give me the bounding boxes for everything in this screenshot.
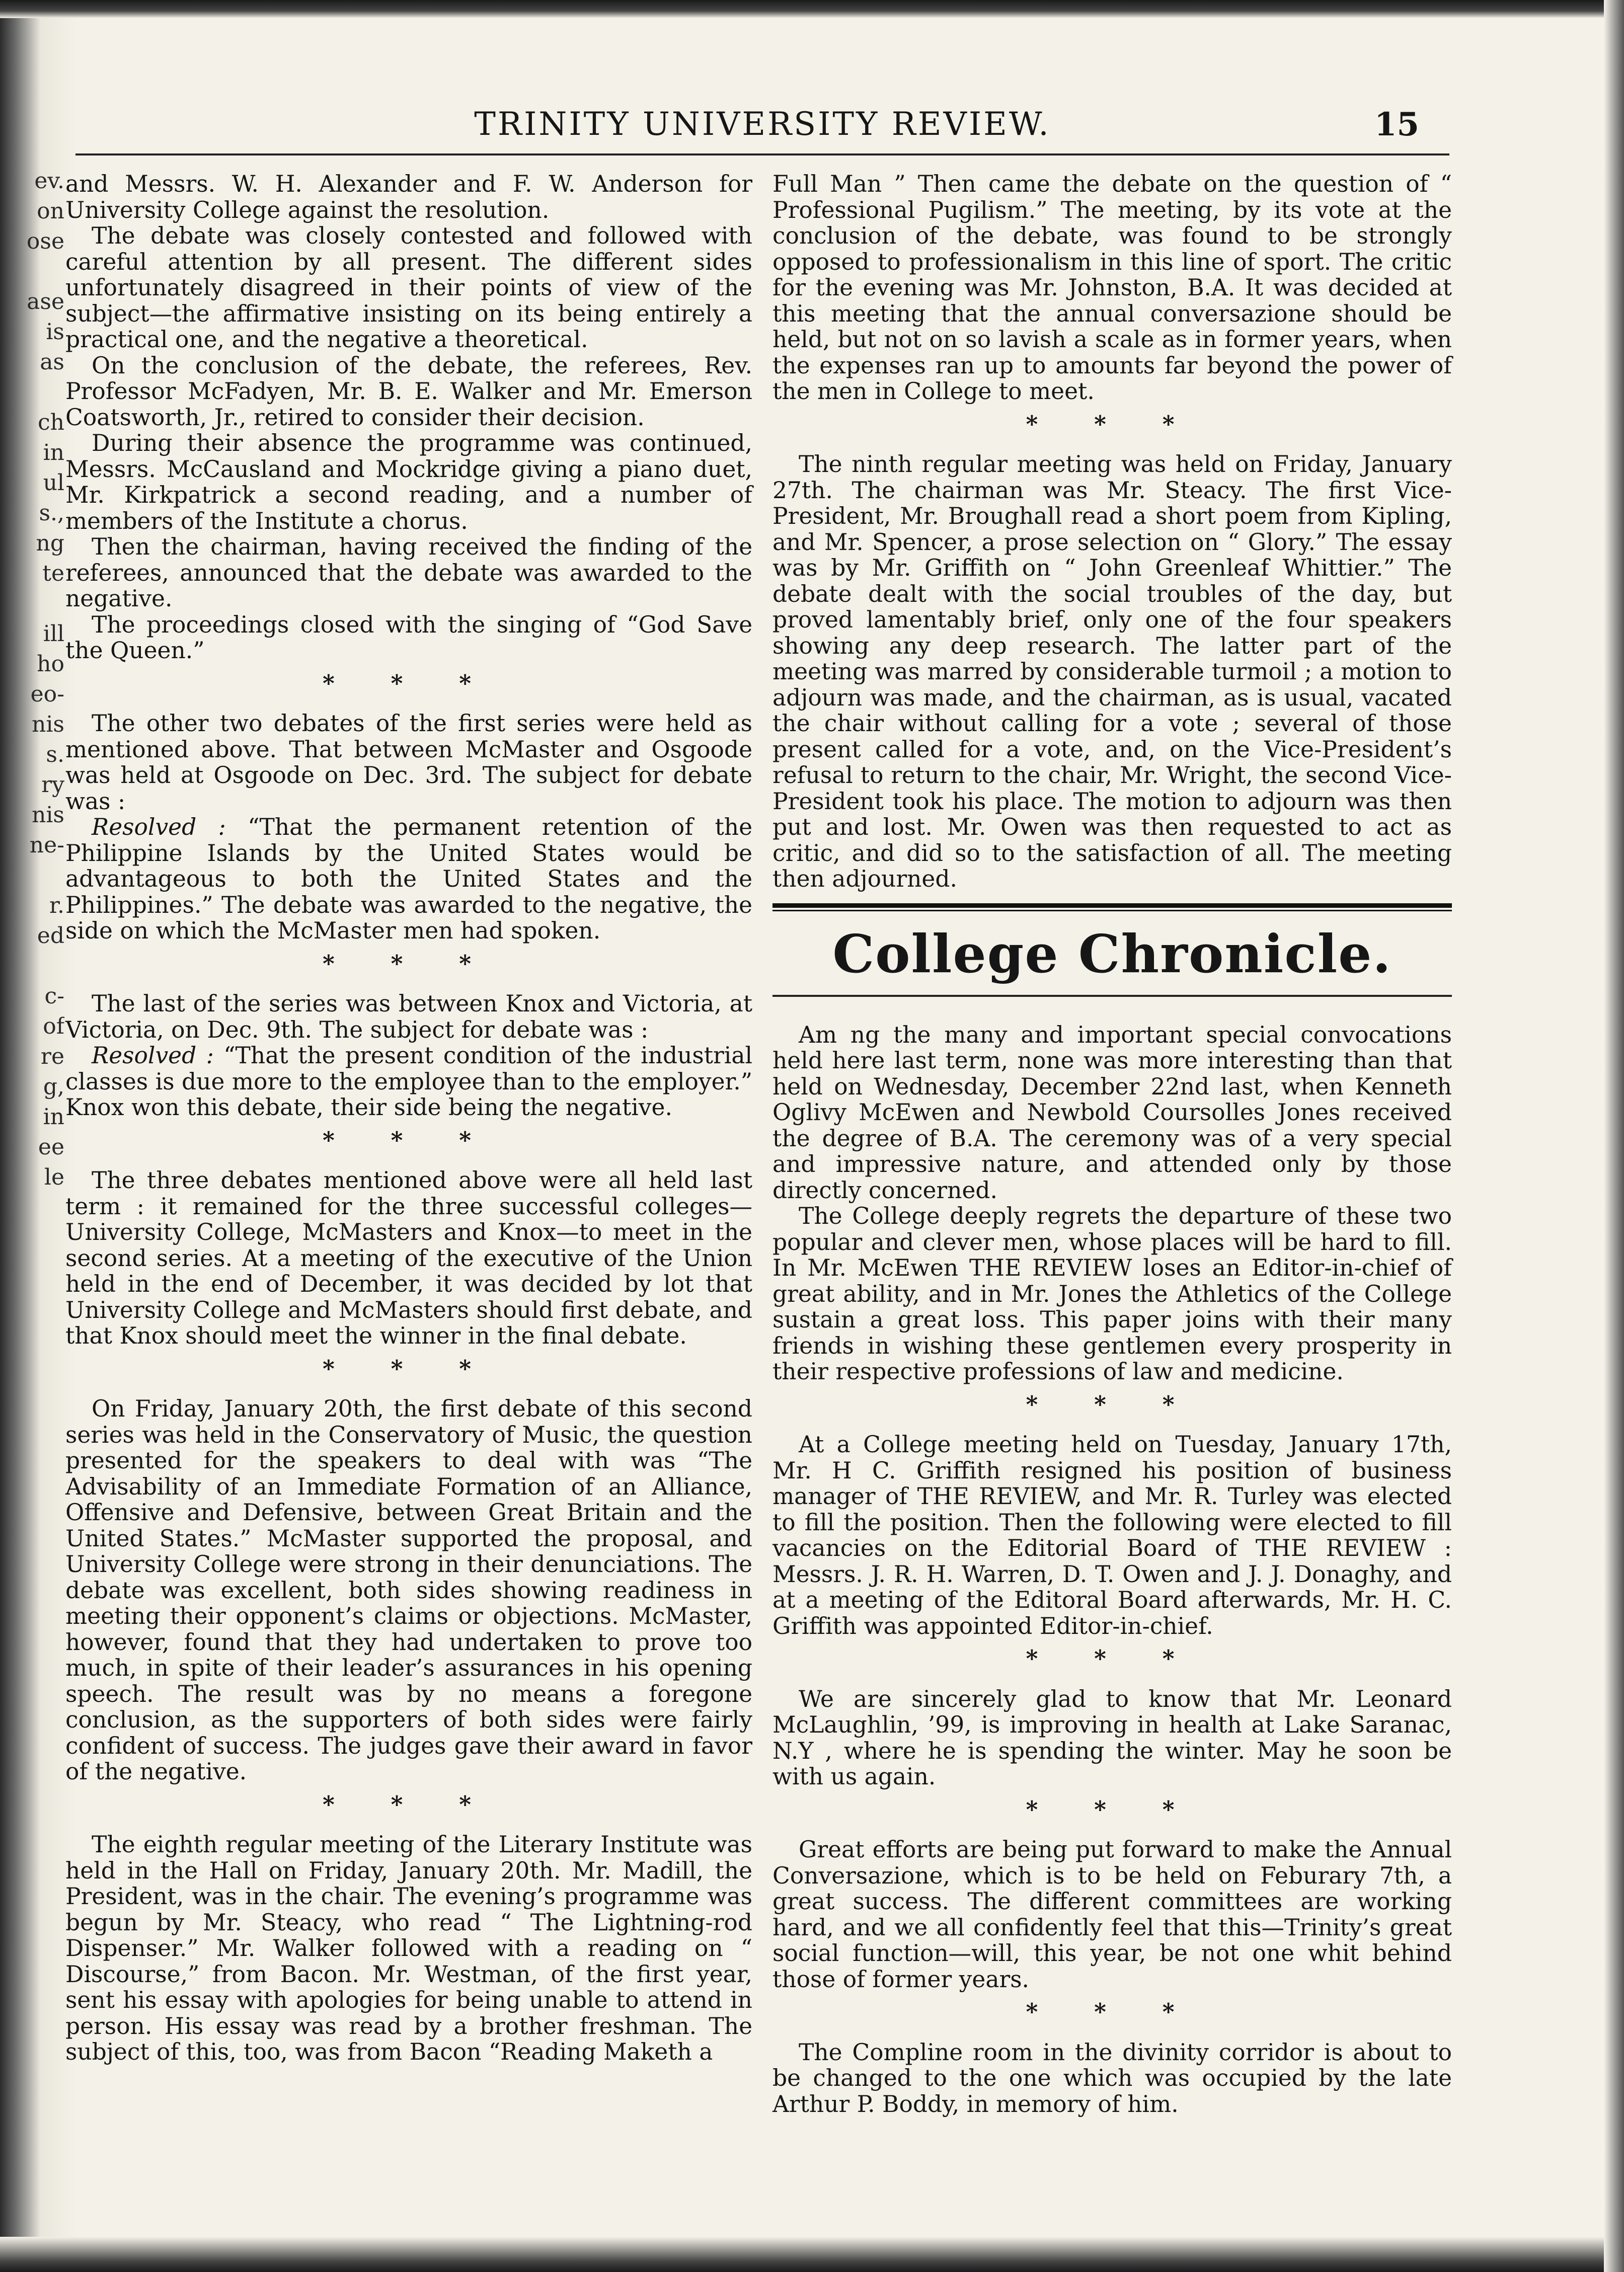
margin-fragment: r. [49, 893, 64, 918]
literary-institute-continued [772, 171, 1452, 892]
page-right-edge [1604, 0, 1624, 2272]
header-rule [75, 153, 1449, 155]
article-paragraph: Great efforts are being put forward to make the Annual Conversazione, which is to be held on Feburary 7th, a great success. The different committees are working hard, and we all confidently feel that this—Trinity’s great social function—will, this year, be not one whit behind those of former years. [772, 1836, 1452, 1993]
margin-fragment: ee [38, 1134, 64, 1160]
section-separator-asterisks: * * * [322, 1790, 496, 1818]
margin-fragment [4, 951, 64, 981]
section-separator-asterisks: * * * [1026, 410, 1199, 438]
section-separator-asterisks: * * * [1026, 1795, 1199, 1823]
margin-fragment: s. [46, 742, 64, 767]
margin-fragment: ill [43, 621, 64, 647]
margin-fragment [4, 377, 64, 408]
margin-fragment: ne- [29, 832, 64, 858]
article-paragraph [65, 1043, 752, 1121]
margin-fragment: ev. [34, 168, 64, 194]
margin-fragment: ng [36, 530, 64, 556]
article-paragraph: On the conclusion of the debate, the referees, Rev. Professor McFadyen, Mr. B. E. Walker and Mr. Emerson Coatsworth, Jr., retired to consider their decision. [65, 352, 752, 431]
section-separator-asterisks: * * * [1026, 1998, 1199, 2025]
article-paragraph: At a College meeting held on Tuesday, January 17th, Mr. H C. Griffith resigned his position of business manager of THE REVIEW, and Mr. R. Turley was elected to fill the position. Then the following were elected to fill vacancies on the Editorial Board of THE REVIEW : Messrs. J. R. H. Warren, D. T. Owen and J. J. Donaghy, and at a meeting of the Editoral Board afterwards, Mr. H. C. Griffith was appointed Editor-in-chief. [772, 1431, 1452, 1639]
margin-fragment: re [40, 1044, 64, 1069]
margin-fragment: ul [43, 470, 64, 496]
margin-fragment: eo- [30, 681, 64, 707]
margin-fragment: ase [27, 289, 64, 315]
margin-fragment: te [42, 561, 64, 586]
article-paragraph: The ninth regular meeting was held on Friday, January 27th. The chairman was Mr. Steacy. The first Vice-President, Mr. Broughall read a short poem from Kipling, and Mr. Spencer, a prose selection on “ Glory.” The essay was by Mr. Griffith on “ John Greenleaf Whittier.” The debate dealt with the social troubles of the day, but proved lamentably brief, only one of the four speakers showing any deep research. The latter part of the meeting was marred by considerable turmoil ; a motion to adjourn was made, and the chairman, as is usual, vacated the chair without calling for a vote ; several of those present called for a vote, and, on the Vice-President’s refusal to return to the chair, Mr. Wright, the second Vice-President took his place. The motion to adjourn was then put and lost. Mr. Owen was then requested to act as critic, and did so to the satisfaction of all. The meeting then adjourned. [772, 451, 1452, 892]
article-paragraph: During their absence the programme was continued, Messrs. McCausland and Mockridge giving a piano duet, Mr. Kirkpatrick a second reading, and a number of members of the Institute a chorus. [65, 430, 752, 534]
section-separator-asterisks: * * * [322, 1355, 496, 1382]
margin-fragment: c- [44, 983, 64, 1009]
section-separator-asterisks: * * * [1026, 1390, 1199, 1418]
article-paragraph: We are sincerely glad to know that Mr. Leonard McLaughlin, ’99, is improving in health at Lake Saranac, N.Y , where he is spending the winter. May he soon be with us again. [772, 1685, 1452, 1790]
margin-fragment: s., [39, 500, 64, 526]
margin-fragment [4, 257, 64, 287]
page-top-edge [0, 0, 1624, 18]
margin-fragment: nis [32, 802, 64, 828]
margin-fragment [4, 860, 64, 891]
margin-fragment: in [43, 1104, 64, 1130]
article-paragraph: The other two debates of the first series were held as mentioned above. That between McMaster and Osgoode was held at Osgoode on Dec. 3rd. The subject for debate was : [65, 710, 752, 815]
resolved-label: Resolved : [92, 1042, 214, 1069]
publication-title: TRINITY UNIVERSITY REVIEW. [474, 106, 1051, 143]
right-column [772, 171, 1452, 2117]
section-divider [772, 903, 1452, 911]
article-paragraph: Full Man ” Then came the debate on the question of “ Professional Pugilism.” The meeting, by its vote at the conclusion of the debate, was found to be strongly opposed to professionalism in this line of sport. The critic for the evening was Mr. Johnston, B.A. It was decided at this meeting that the annual conversazione should be held, but not on so lavish a scale as in former years, when the expenses ran up to amounts far beyond the power of the men in College to meet. [772, 171, 1452, 405]
margin-fragment: as [40, 349, 64, 375]
resolved-label: Resolved : [92, 814, 226, 840]
section-separator-asterisks: * * * [322, 1126, 496, 1154]
article-paragraph: The eighth regular meeting of the Literary Institute was held in the Hall on Friday, January 20th. Mr. Madill, the President, was in the chair. The evening’s programme was begun by Mr. Steacy, who read “ The Lightning-rod Dispenser.” Mr. Walker followed with a reading on “ Discourse,” from Bacon. Mr. Westman, of the first year, sent his essay with apologies for being unable to attend in person. His essay was read by a brother freshman. The subject of this, too, was from Bacon “Reading Maketh a [65, 1831, 752, 2065]
article-paragraph: Am ng the many and important special convocations held here last term, none was more interesting than that held on Wednesday, December 22nd last, when Kenneth Oglivy McEwen and Newbold Coursolles Jones received the degree of B.A. The ceremony was of a very special and impressive nature, and attended only by those directly concerned. [772, 1021, 1452, 1204]
resolution-text: “That the present condition of the industrial classes is due more to the employee than to the employer.” Knox won this debate, their side being the negative. [65, 1042, 753, 1121]
resolution-text: “That the permanent retention of the Philippine Islands by the United States would be advantageous to both the United States and the Philippines.” The debate was awarded to the negative, the side on which the McMaster men had spoken. [65, 814, 752, 944]
article-paragraph: The three debates mentioned above were all held last term : it remained for the three successful colleges—University College, McMasters and Knox—to meet in the second series. At a meeting of the executive of the Union held in the end of December, it was decided by lot that University College and McMasters should first debate, and that Knox should meet the winner in the final debate. [65, 1167, 752, 1349]
article-paragraph: and Messrs. W. H. Alexander and F. W. Anderson for University College against the resolution. [65, 171, 752, 223]
article-paragraph: Then the chairman, having received the finding of the referees, announced that the debate was awarded to the negative. [65, 533, 752, 612]
page-number: 15 [1374, 106, 1419, 143]
adjacent-page-margin-text [4, 166, 64, 1193]
article-paragraph: The Compline room in the divinity corridor is about to be changed to the one which was occupied by the late Arthur P. Boddy, in memory of him. [772, 2039, 1452, 2118]
margin-fragment: on [37, 198, 64, 224]
page-bottom-edge [0, 2237, 1624, 2272]
article-paragraph: The College deeply regrets the departure of these two popular and clever men, whose places will be hard to fill. In Mr. McEwen THE REVIEW loses an Editor-in-chief of great ability, and in Mr. Jones the Athletics of the College sustain a great loss. This paper joins with their many friends in wishing these gentlemen every prosperity in their respective professions of law and medicine. [772, 1203, 1452, 1385]
margin-fragment: is [46, 319, 64, 345]
margin-fragment: ed [37, 923, 64, 949]
margin-fragment [4, 589, 64, 619]
margin-fragment: of [43, 1013, 64, 1039]
article-paragraph: The debate was closely contested and followed with careful attention by all present. The different sides unfortunately disagreed in their points of view of the subject—the affirmative insisting on its being entirely a practical one, and the negative a theoretical. [65, 222, 752, 353]
margin-fragment: le [44, 1164, 64, 1190]
article-paragraph: The last of the series was between Knox and Victoria, at Victoria, on Dec. 9th. The subject for debate was : [65, 990, 752, 1043]
margin-fragment: g, [43, 1074, 64, 1100]
article-paragraph: The proceedings closed with the singing of “God Save the Queen.” [65, 611, 752, 664]
margin-fragment: nis [32, 712, 64, 737]
section-heading-rule [772, 995, 1452, 997]
section-heading: College Chronicle. [832, 922, 1392, 985]
section-separator-asterisks: * * * [322, 669, 496, 697]
margin-fragment: ho [37, 651, 64, 677]
margin-fragment: in [43, 440, 64, 465]
margin-fragment: ose [26, 228, 64, 254]
left-column [65, 171, 752, 2065]
article-paragraph: On Friday, January 20th, the first debate of this second series was held in the Conservatory of Music, the question presented for the speakers to deal with was “The Advisability of an Immediate Formation of an Alliance, Offensive and Defensive, between Great Britain and the United States.” McMaster supported the proposal, and University College were strong in their denunciations. The debate was excellent, both sides showing readiness in meeting their opponent’s claims or objections. McMaster, however, found that they had undertaken to prove too much, in spite of their leader’s assurances in his opening speech. The result was by no means a foregone conclusion, as the supporters of both sides were fairly confident of success. The judges gave their award in favor of the negative. [65, 1395, 752, 1785]
margin-fragment: ch [38, 410, 64, 435]
section-separator-asterisks: * * * [1026, 1645, 1199, 1672]
margin-fragment: ry [41, 772, 64, 798]
page-header [75, 101, 1449, 151]
section-separator-asterisks: * * * [322, 950, 496, 977]
article-paragraph [65, 814, 752, 944]
college-chronicle-body [772, 1022, 1452, 2118]
